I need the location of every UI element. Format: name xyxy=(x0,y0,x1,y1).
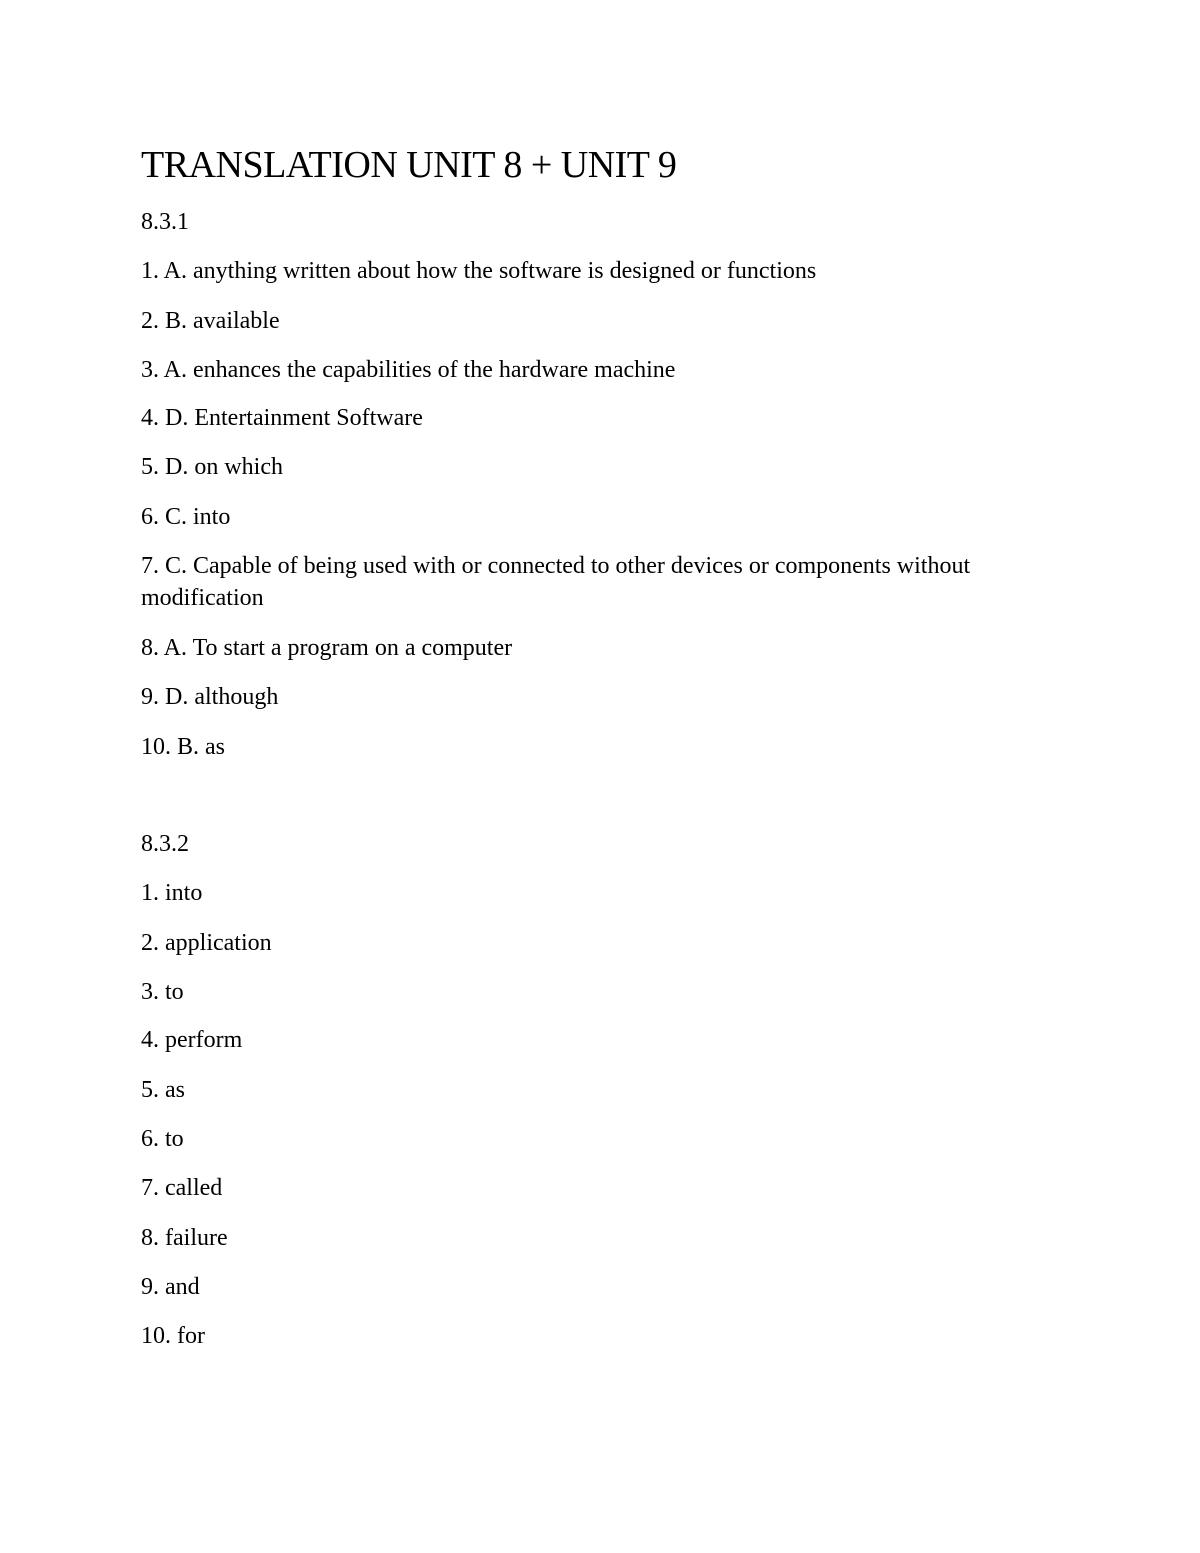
document-title: TRANSLATION UNIT 8 + UNIT 9 xyxy=(141,144,677,186)
answer-item: 4. D. Entertainment Software xyxy=(141,405,423,431)
answer-item: 1. into xyxy=(141,880,203,906)
answer-item: 6. to xyxy=(141,1126,184,1152)
answer-item: 9. D. although xyxy=(141,684,279,710)
section-heading-8-3-2: 8.3.2 xyxy=(141,831,189,857)
answer-item: 6. C. into xyxy=(141,504,231,530)
answer-item: 1. A. anything written about how the software is designed or functions xyxy=(141,258,817,284)
answer-item: 3. to xyxy=(141,979,184,1005)
answer-item: 5. D. on which xyxy=(141,454,283,480)
answer-item: 7. C. Capable of being used with or connected to other devices or components without modification xyxy=(141,553,971,611)
section-heading-8-3-1: 8.3.1 xyxy=(141,209,189,235)
answer-item: 8. A. To start a program on a computer xyxy=(141,635,513,661)
answer-item: 2. B. available xyxy=(141,308,280,334)
answer-item: 10. for xyxy=(141,1323,205,1349)
answer-item: 9. and xyxy=(141,1274,200,1300)
answer-item: 5. as xyxy=(141,1077,185,1103)
answer-item: 3. A. enhances the capabilities of the hardware machine xyxy=(141,357,676,383)
answer-item: 4. perform xyxy=(141,1027,243,1053)
answer-item: 7. called xyxy=(141,1175,223,1201)
answer-item: 10. B. as xyxy=(141,734,225,760)
answer-item: 2. application xyxy=(141,930,272,956)
answer-item: 8. failure xyxy=(141,1225,228,1251)
